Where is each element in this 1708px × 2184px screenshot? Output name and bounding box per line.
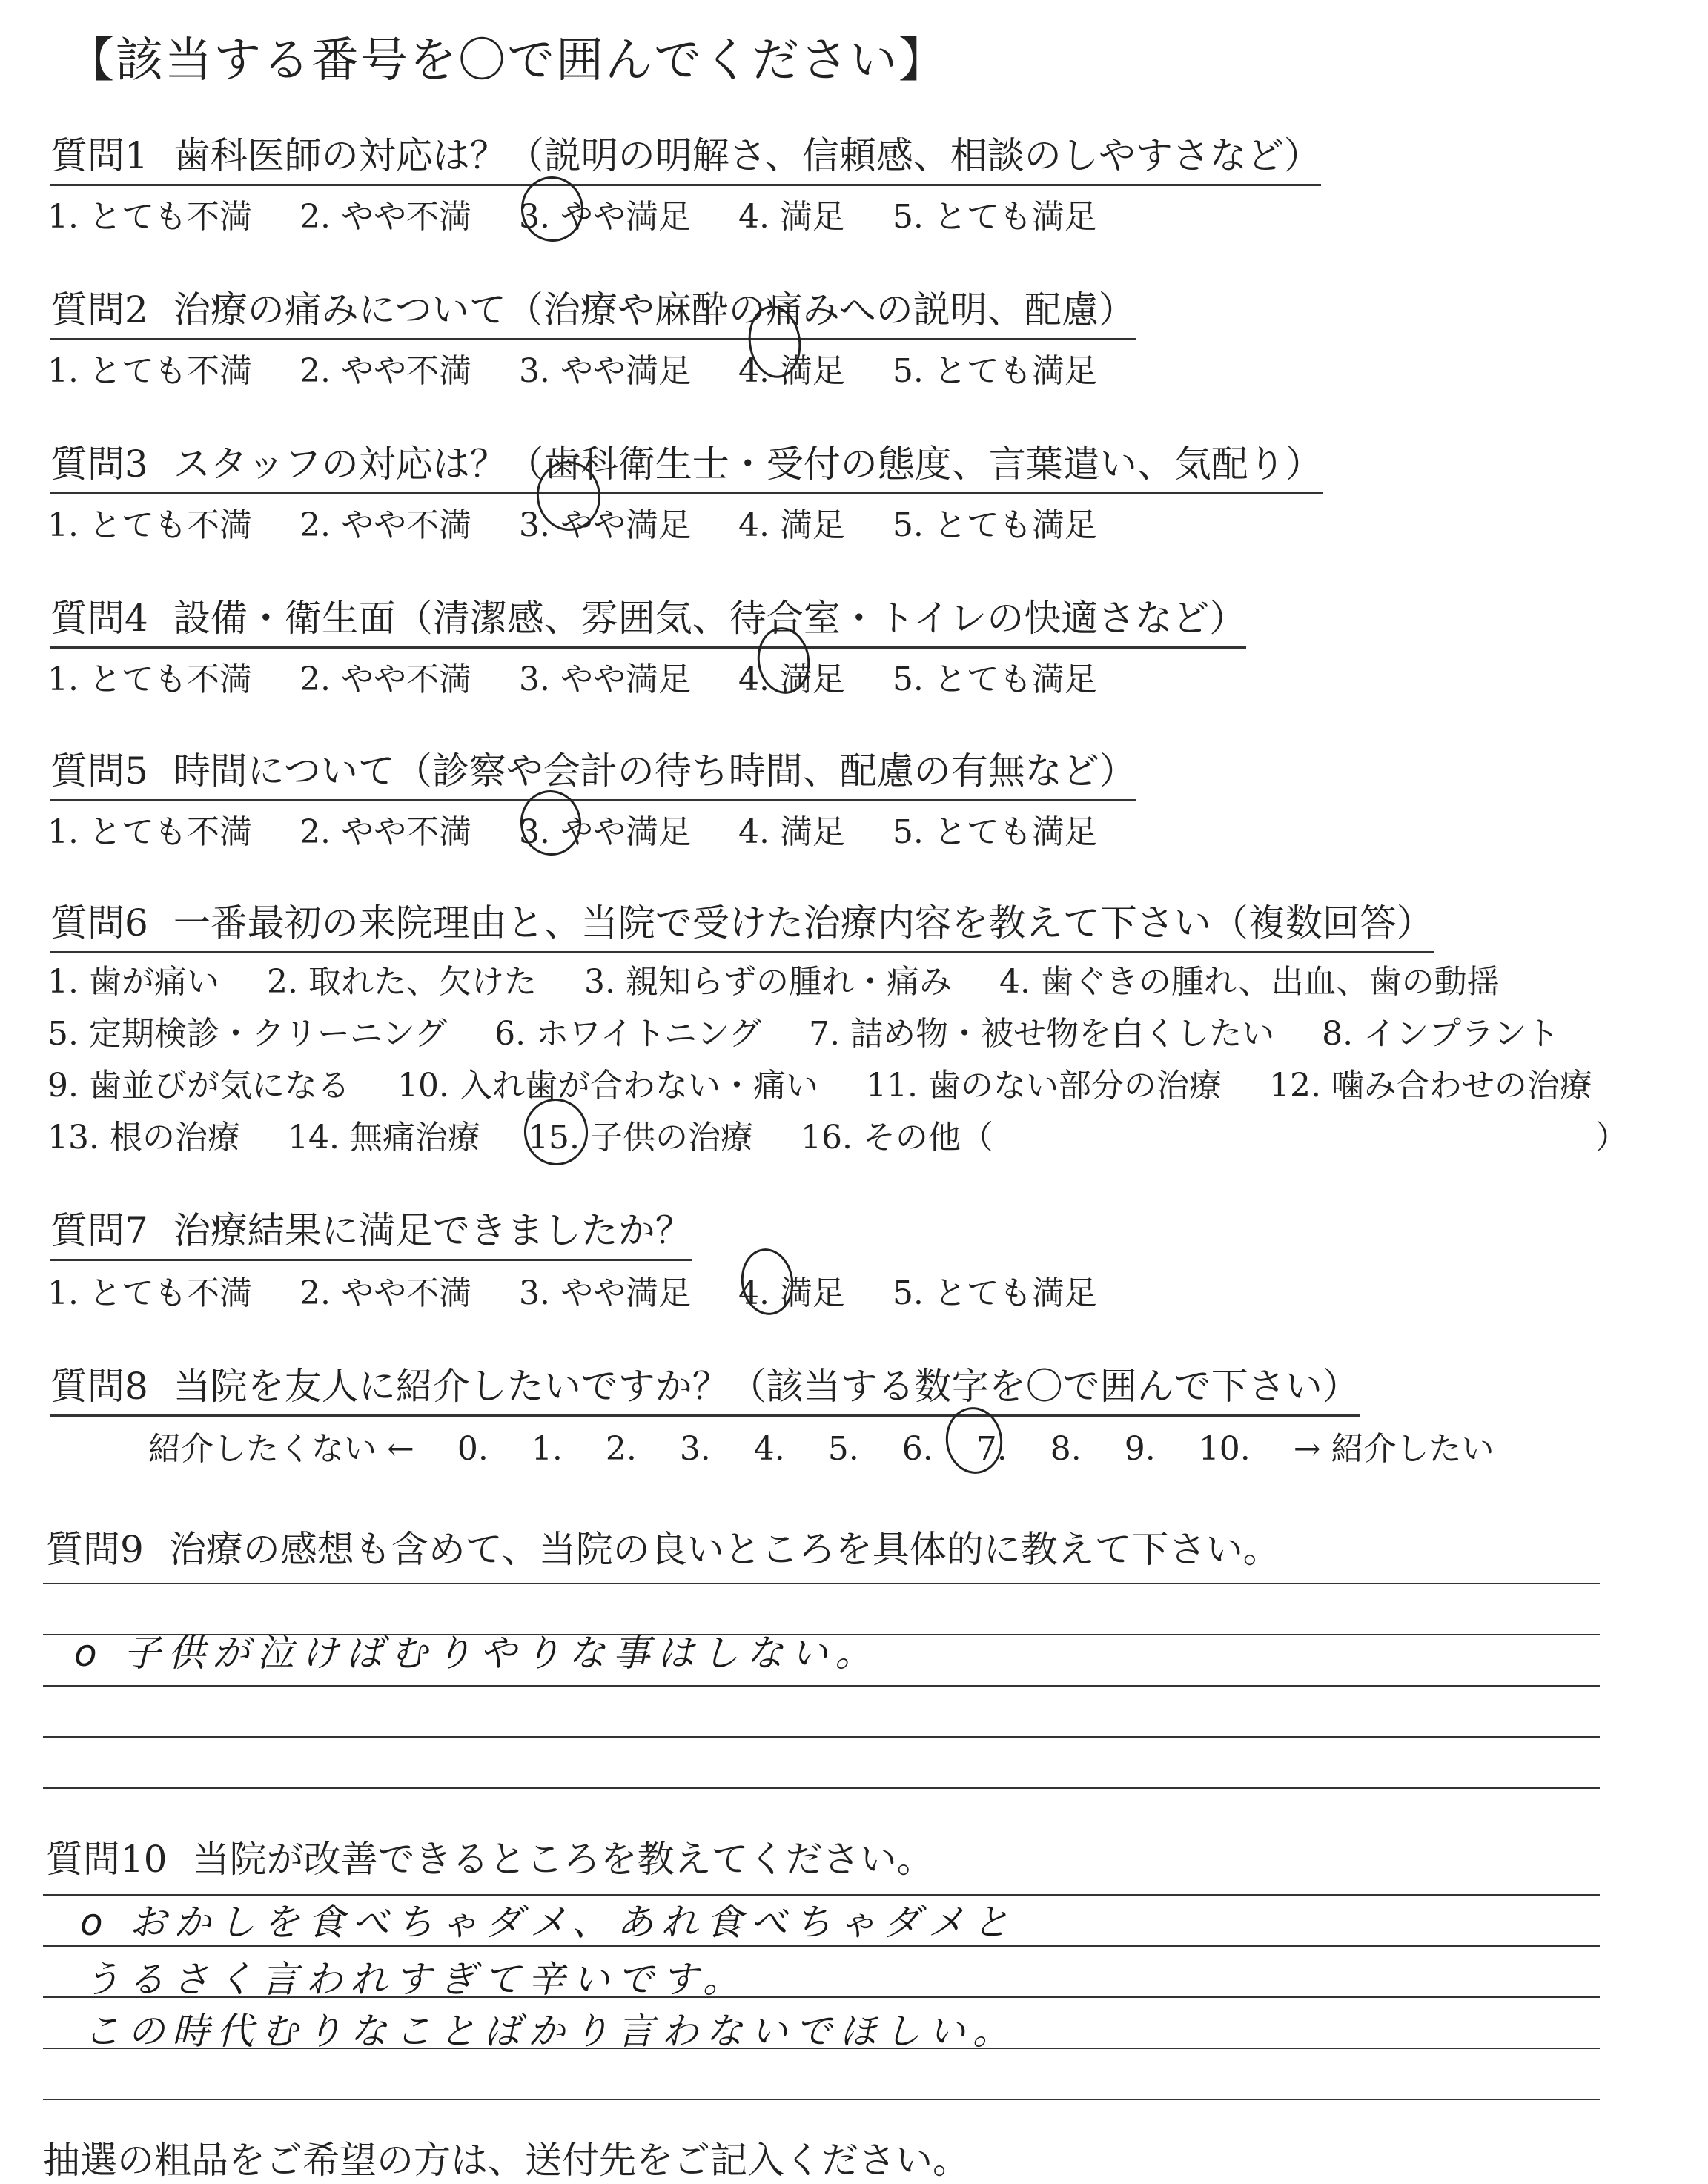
option[interactable]: 5. とても満足 <box>892 813 1097 851</box>
q2-options <box>47 344 1145 391</box>
question-2-title <box>50 280 1136 340</box>
q6-option[interactable]: 16. その他（ <box>800 1119 993 1156</box>
q6-option[interactable]: 9. 歯並びが気になる <box>47 1067 350 1105</box>
option[interactable]: 1. とても不満 <box>47 661 252 698</box>
q1-options <box>47 190 1145 237</box>
handwritten-answer[interactable]: o 子供が泣けばむりやりな事はしない。 <box>74 1632 880 1675</box>
option-selected[interactable]: 3. やや満足 <box>518 813 691 851</box>
scale-right-label: → 紹介したい <box>1293 1430 1494 1468</box>
question-number: 質問6 <box>50 901 148 944</box>
option-selected[interactable]: 3. やや満足 <box>518 506 691 544</box>
question-number: 質問2 <box>50 288 148 331</box>
option[interactable]: 2. やや不満 <box>299 352 471 390</box>
answer-line <box>43 2099 1600 2100</box>
question-5-title <box>50 741 1136 801</box>
q6-option[interactable]: 8. インプラント <box>1322 1015 1560 1053</box>
q6-option-selected[interactable]: 15. 子供の治療 <box>527 1119 753 1156</box>
q6-option[interactable]: 4. 歯ぐきの腫れ、出血、歯の動揺 <box>999 963 1500 1001</box>
scale-option[interactable]: 6. <box>901 1430 933 1468</box>
question-text: 当院が改善できるところを教えてください。 <box>192 1838 934 1881</box>
question-text: 一番最初の来院理由と、当院で受けた治療内容を教えて下さい（複数回答） <box>173 901 1434 944</box>
option[interactable]: 3. やや満足 <box>518 661 691 698</box>
q6-option[interactable]: 7. 詰め物・被せ物を白くしたい <box>809 1015 1275 1053</box>
question-number: 質問5 <box>50 749 148 792</box>
q5-options <box>47 805 1145 853</box>
scale-option[interactable]: 10. <box>1198 1430 1251 1468</box>
q6-row-3 <box>47 1059 1640 1106</box>
q8-scale <box>148 1422 1527 1469</box>
question-8-title <box>50 1357 1360 1417</box>
question-number: 質問7 <box>50 1209 148 1252</box>
footer-instruction: 抽選の粗品をご希望の方は、送付先をご記入ください。 <box>43 2139 970 2182</box>
option[interactable]: 4. 満足 <box>738 198 845 236</box>
scale-option[interactable]: 4. <box>753 1430 785 1468</box>
question-number: 質問4 <box>50 597 148 640</box>
option[interactable]: 5. とても満足 <box>892 1274 1097 1312</box>
option[interactable]: 2. やや不満 <box>299 506 471 544</box>
option[interactable]: 1. とても不満 <box>47 1274 252 1312</box>
handwritten-answer-line[interactable]: o おかしを食べちゃダメ、あれ食べちゃダメと <box>80 1901 1017 1944</box>
question-1-title <box>50 126 1321 186</box>
option[interactable]: 1. とても不満 <box>47 506 252 544</box>
handwritten-answer-line[interactable]: この時代むりなことばかり言わないでほしい。 <box>83 2010 1017 2053</box>
question-9-title <box>46 1520 1280 1573</box>
scale-option[interactable]: 9. <box>1124 1430 1156 1468</box>
option[interactable]: 5. とても満足 <box>892 506 1097 544</box>
option-selected[interactable]: 4. 満足 <box>738 1274 845 1312</box>
scale-left-label: 紹介したくない ← <box>148 1430 414 1468</box>
q6-option[interactable]: 5. 定期検診・クリーニング <box>47 1015 448 1053</box>
question-number: 質問9 <box>46 1528 144 1571</box>
question-number: 質問10 <box>46 1838 168 1881</box>
question-10-title <box>46 1830 934 1883</box>
option[interactable]: 3. やや満足 <box>518 352 691 390</box>
question-text: 時間について（診察や会計の待ち時間、配慮の有無など） <box>173 749 1136 792</box>
option-selected[interactable]: 4. 満足 <box>738 352 845 390</box>
scale-option[interactable]: 3. <box>679 1430 711 1468</box>
question-text: 歯科医師の対応は？（説明の明解さ、信頼感、相談のしやすさなど） <box>173 134 1321 177</box>
question-number: 質問1 <box>50 134 148 177</box>
option[interactable]: 2. やや不満 <box>299 813 471 851</box>
q6-option[interactable]: 3. 親知らずの腫れ・痛み <box>583 963 952 1001</box>
option[interactable]: 2. やや不満 <box>299 661 471 698</box>
option[interactable]: 5. とても満足 <box>892 661 1097 698</box>
question-text: 設備・衛生面（清潔感、雰囲気、待合室・トイレの快適さなど） <box>173 597 1247 640</box>
page-title: 【該当する番号を〇で囲んでください】 <box>67 33 947 88</box>
q6-option[interactable]: 1. 歯が痛い <box>47 963 219 1001</box>
question-text: 治療の感想も含めて、当院の良いところを具体的に教えて下さい。 <box>168 1528 1280 1571</box>
option[interactable]: 5. とても満足 <box>892 198 1097 236</box>
q6-option[interactable]: 13. 根の治療 <box>47 1119 240 1156</box>
option[interactable]: 4. 満足 <box>738 506 845 544</box>
scale-option-selected[interactable]: 7. <box>976 1430 1007 1468</box>
question-4-title <box>50 589 1246 649</box>
question-number: 質問3 <box>50 443 148 486</box>
scale-option[interactable]: 1. <box>531 1430 563 1468</box>
option[interactable]: 5. とても満足 <box>892 352 1097 390</box>
option[interactable]: 1. とても不満 <box>47 352 252 390</box>
q6-option[interactable]: 6. ホワイトニング <box>494 1015 762 1053</box>
question-7-title <box>50 1201 692 1261</box>
q6-other-close-paren: ） <box>1595 1119 1628 1156</box>
option[interactable]: 1. とても不満 <box>47 813 252 851</box>
scale-option[interactable]: 5. <box>827 1430 859 1468</box>
answer-line <box>43 1736 1600 1738</box>
question-text: 治療結果に満足できましたか？ <box>173 1209 692 1252</box>
option[interactable]: 4. 満足 <box>738 813 845 851</box>
scale-option[interactable]: 0. <box>457 1430 489 1468</box>
q7-options <box>47 1266 1145 1314</box>
question-number: 質問8 <box>50 1365 148 1408</box>
option[interactable]: 2. やや不満 <box>299 1274 471 1312</box>
option[interactable]: 2. やや不満 <box>299 198 471 236</box>
option-selected[interactable]: 4. 満足 <box>738 661 845 698</box>
q6-option[interactable]: 2. 取れた、欠けた <box>266 963 537 1001</box>
question-6-title <box>50 893 1434 953</box>
question-text: 治療の痛みについて（治療や麻酔の痛みへの説明、配慮） <box>173 288 1136 331</box>
question-text: スタッフの対応は？（歯科衛生士・受付の態度、言葉遣い、気配り） <box>173 443 1323 486</box>
answer-line <box>43 1583 1600 1584</box>
answer-line <box>43 1787 1600 1789</box>
answer-line <box>43 1685 1600 1687</box>
question-3-title <box>50 434 1323 494</box>
question-text: 当院を友人に紹介したいですか？（該当する数字を〇で囲んで下さい） <box>173 1365 1360 1408</box>
q4-options <box>47 652 1145 700</box>
scale-option[interactable]: 8. <box>1050 1430 1082 1468</box>
q6-option[interactable]: 14. 無痛治療 <box>287 1119 480 1156</box>
q6-option[interactable]: 10. 入れ歯が合わない・痛い <box>397 1067 818 1105</box>
q6-row-1 <box>47 955 1547 1002</box>
option[interactable]: 1. とても不満 <box>47 198 252 236</box>
q6-option[interactable]: 11. 歯のない部分の治療 <box>865 1067 1222 1105</box>
handwritten-answer-line[interactable]: うるさく言われすぎて辛いです。 <box>83 1958 747 2001</box>
option[interactable]: 3. やや満足 <box>518 1274 691 1312</box>
q6-row-2 <box>47 1007 1606 1054</box>
option-selected[interactable]: 3. やや満足 <box>518 198 691 236</box>
scale-option[interactable]: 2. <box>605 1430 637 1468</box>
q6-option[interactable]: 12. 噛み合わせの治療 <box>1268 1067 1592 1105</box>
